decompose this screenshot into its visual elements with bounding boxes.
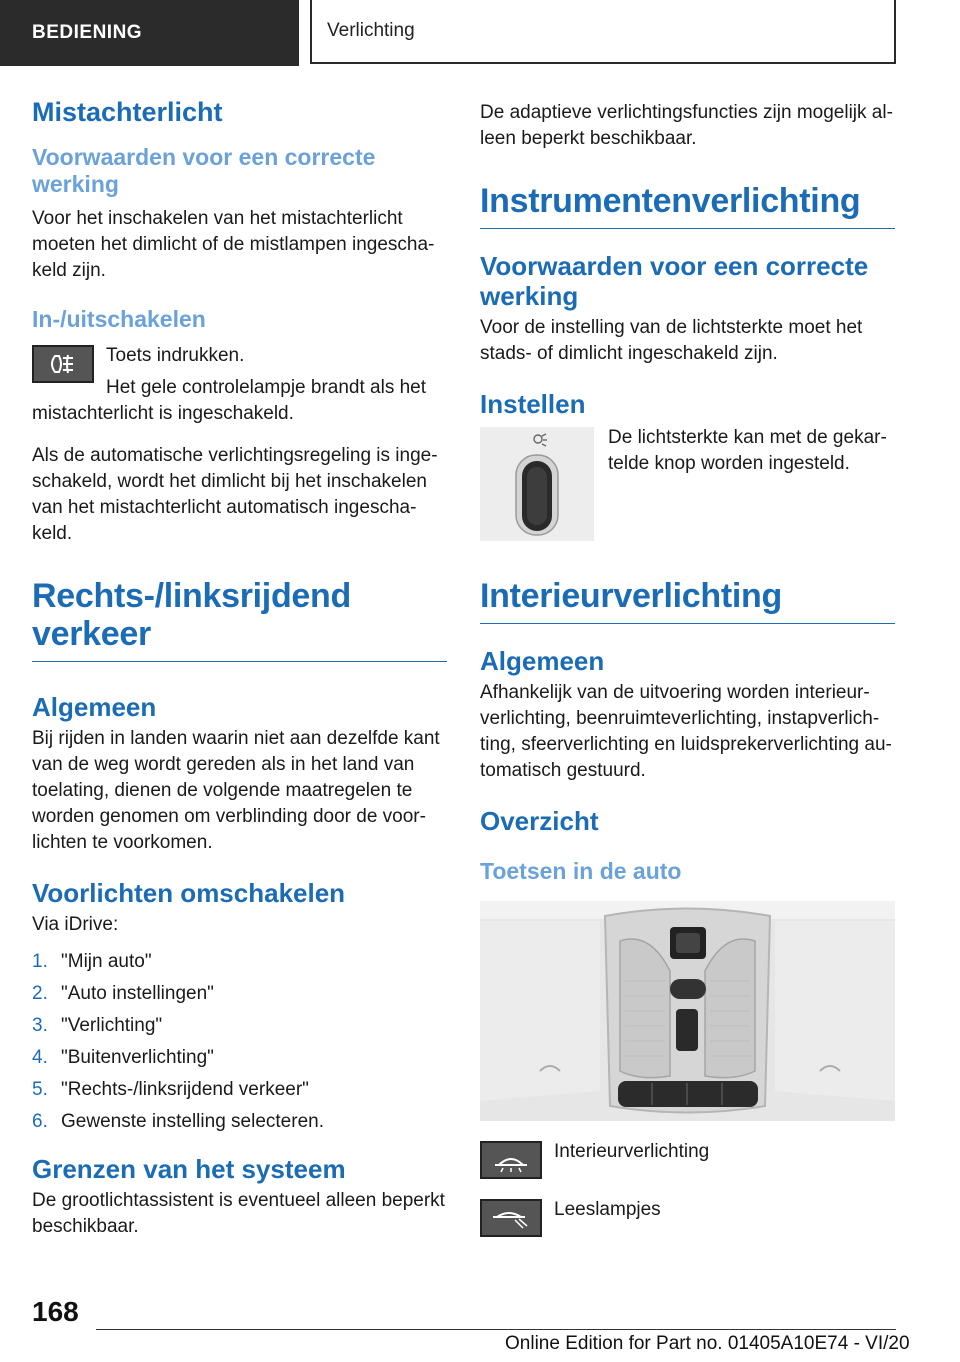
auto-lighting-text: Als de automatische verlichtingsregeling is inge-schakeld, wordt het dimlicht bij het inschakelen van het mistachterlicht automatisch ingescha-keld. [32,445,438,544]
right-column [480,96,895,1237]
list-item: 4. "Buitenverlichting" [32,1047,214,1068]
list-item: 3. "Verlichting" [32,1015,163,1036]
interior-light-row [480,1139,895,1179]
interior-light-icon [480,1141,542,1179]
mist-requirements-text: Voor het inschakelen van het mistachterlicht moeten het dimlicht of de mistlampen ingescha-keld zijn. [32,208,435,281]
page-number: 168 [32,1296,79,1327]
limits-heading: Grenzen van het systeem [32,1154,346,1184]
general-text: Bij rijden in landen waarin niet aan dezelfde kant van de weg wordt gereden als in het land van toelating, dienen de volgende maatregelen te worden genomen om verblinding door de voor-lichten te voorkomen. [32,728,440,853]
reading-light-row [480,1197,895,1237]
instrument-requirements-heading: Voorwaarden voor een correcte werking [480,251,869,311]
instrument-lighting-title: Instrumentenverlichting [480,182,895,229]
onoff-text-2: Het gele controlelampje brandt als het mistachterlicht is ingeschakeld. [32,377,427,424]
switch-headlights-heading: Voorlichten omschakelen [32,878,346,908]
mist-title: Mistachterlicht [32,97,223,127]
switch-intro: Via iDrive: [32,914,119,935]
roof-console-photo [480,901,895,1121]
fog-light-button-icon [32,345,94,383]
limits-text: De grootlichtassistent is eventueel alleen beperkt beschikbaar. [32,1190,445,1237]
interior-general-text: Afhankelijk van de uitvoering worden interieur-verlichting, beenruimteverlichting, instapverlich-ting, sfeerverlichting en luidsprekerverlichting au-tomatisch gestuurd. [480,682,892,781]
list-item: 6. Gewenste instelling selecteren. [32,1111,324,1132]
interior-general-heading: Algemeen [480,646,605,676]
interior-lighting-title: Interieurverlichting [480,577,895,624]
mist-requirements-heading: Voorwaarden voor een correcte werking [32,144,376,197]
buttons-heading: Toetsen in de auto [480,858,682,884]
overview-heading: Overzicht [480,806,599,836]
general-heading: Algemeen [32,692,157,722]
list-item: 2. "Auto instellingen" [32,983,214,1004]
traffic-title: Rechts-/linksrijdend verkeer [32,577,447,662]
edition-text: Online Edition for Part no. 01405A10E74 - VI/20 [505,1333,910,1354]
chapter-tab: Verlichting [310,0,896,64]
steps-list [32,946,447,1138]
left-column [32,96,447,1240]
interior-light-label: Interieurverlichting [554,1141,710,1162]
instrument-requirements-text: Voor de instelling van de lichtsterkte moet het stads- of dimlicht ingeschakeld zijn. [480,317,863,364]
onoff-text-1: Toets indrukken. [106,345,245,366]
section-tab: BEDIENING [0,0,299,66]
adaptive-text: De adaptieve verlichtingsfuncties zijn mogelijk al-leen beperkt beschikbaar. [480,102,893,149]
list-item: 5. "Rechts-/linksrijdend verkeer" [32,1079,309,1100]
footer-divider [96,1329,896,1330]
list-item: 1. "Mijn auto" [32,951,152,972]
onoff-heading: In-/uitschakelen [32,306,206,332]
set-text: De lichtsterkte kan met de gekar-telde knop worden ingesteld. [608,427,887,474]
set-heading: Instellen [480,389,586,419]
reading-light-label: Leeslampjes [554,1199,661,1220]
reading-light-icon [480,1199,542,1237]
knurled-knob-photo [480,427,594,541]
page-header [0,0,960,66]
